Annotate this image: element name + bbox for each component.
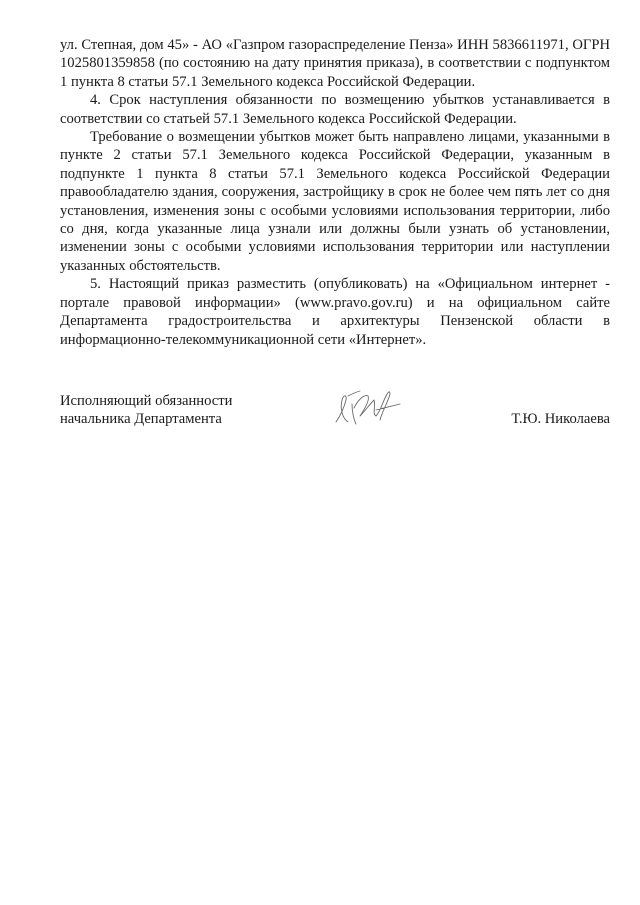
- signatory-title-line-2: начальника Департамента: [60, 411, 222, 428]
- paragraph-address-continuation: ул. Степная, дом 45» - АО «Газпром газораспределение Пенза» ИНН 5836611971, ОГРН 1025801359858 (по состоянию на дату принятия приказа), в соответствии с подпунктом 1 пункта 8 статьи 57.1 Земельного кодекса Российской Федерации.: [60, 37, 610, 90]
- paragraph-item-5: 5. Настоящий приказ разместить (опубликовать) на «Официальном интернет - портале правовой информации» (www.pravo.gov.ru) и на официальном сайте Департамента градостроительства и архитектуры Пензенской области в информационно-телекоммуникационной сети «Интернет».: [60, 276, 610, 348]
- paragraph-item-4: 4. Срок наступления обязанности по возмещению убытков устанавливается в соответствии со статьей 57.1 Земельного кодекса Российской Федерации.: [60, 92, 610, 127]
- signatory-title: [60, 392, 232, 429]
- signatory-title-line-1: Исполняющий обязанности: [60, 393, 233, 409]
- handwritten-signature-icon: [330, 382, 410, 432]
- paragraph-compensation-claim: Требование о возмещении убытков может быть направлено лицами, указанными в пункте 2 статьи 57.1 Земельного кодекса Российской Федерации, указанным в подпункте 1 пункта 8 статьи 57.1 Земельного кодекса Российской Федерации правообладателю здания, сооружения, застройщику в срок не более чем пять лет со дня установления, изменения зоны с особыми условиями использования территории, либо со дня, когда указанные лица узнали или должны были узнать об установлении, изменении зоны с особыми условиями использования территории или наступлении указанных обстоятельств.: [60, 129, 610, 274]
- document-body: [60, 36, 610, 349]
- signatory-name: Т.Ю. Николаева: [511, 411, 610, 427]
